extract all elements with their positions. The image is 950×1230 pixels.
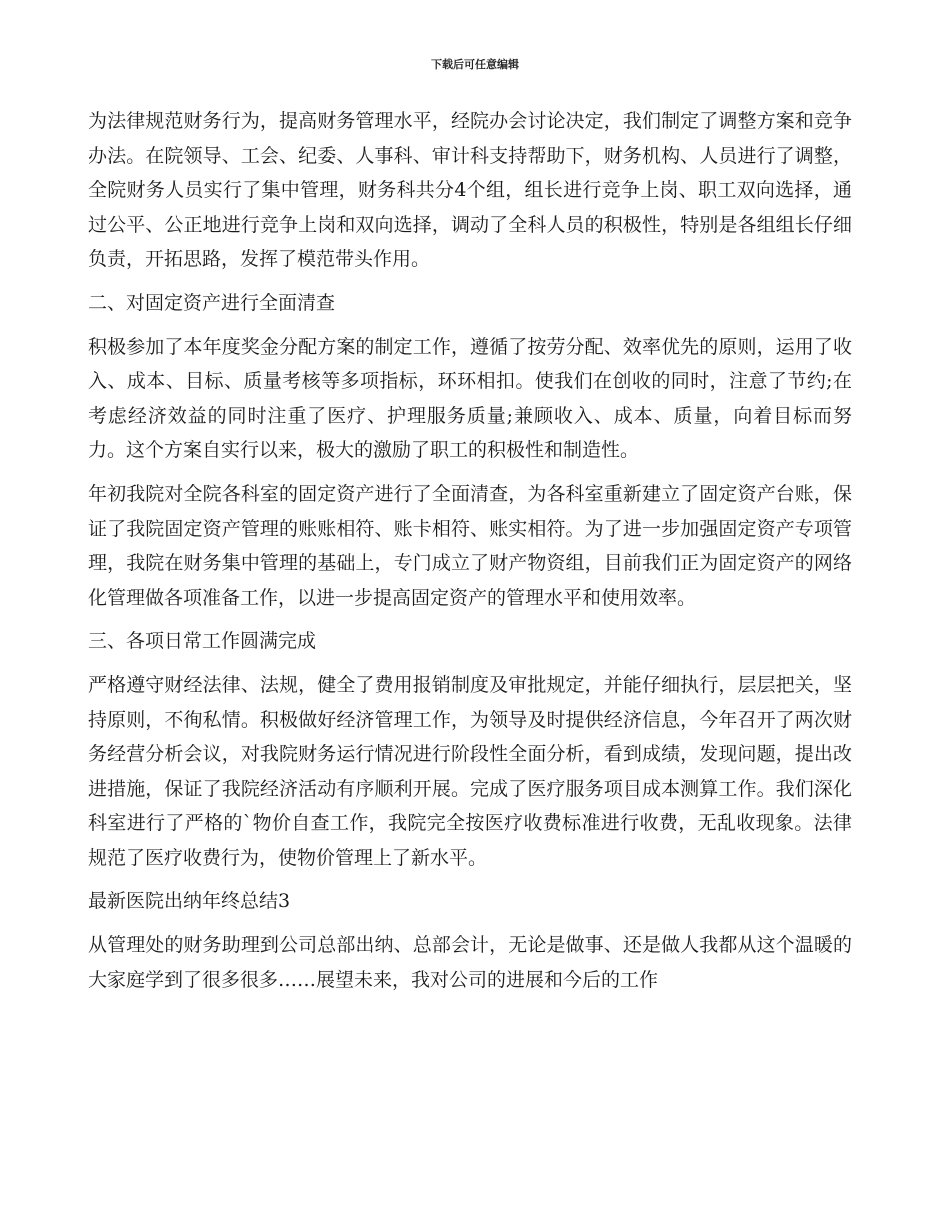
paragraph-3: 年初我院对全院各科室的固定资产进行了全面清查，为各科室重新建立了固定资产台账，保证了我院固定资产管理的账账相符、账卡相符、账实相符。为了进一步加强固定资产专项管理，我院在财务集中管理的基础上，专门成立了财产物资组，目前我们正为固定资产的网络化管理做各项准备工作，以进一步提高固定资产的管理水平和使用效率。 (88, 482, 852, 609)
document-body (88, 104, 852, 1006)
page-header: 下载后可任意编辑 (431, 58, 519, 71)
section-heading-3: 三、各项日常工作圆满完成 (88, 630, 317, 653)
paragraph-2: 积极参加了本年度奖金分配方案的制定工作，遵循了按劳分配、效率优先的原则，运用了收入、成本、目标、质量考核等多项指标，环环相扣。使我们在创收的同时，注意了节约;在考虑经济效益的同时注重了医疗、护理服务质量;兼顾收入、成本、质量，向着目标而努力。这个方案自实行以来，极大的激励了职工的积极性和制造性。 (88, 335, 852, 462)
article-title: 最新医院出纳年终总结3 (88, 890, 291, 913)
paragraph-5: 从管理处的财务助理到公司总部出纳、总部会计，无论是做事、还是做人我都从这个温暖的大家庭学到了很多很多……展望未来，我对公司的进展和今后的工作 (88, 934, 852, 991)
paragraph-4: 严格遵守财经法律、法规，健全了费用报销制度及审批规定，并能仔细执行，层层把关，坚持原则，不徇私情。积极做好经济管理工作，为领导及时提供经济信息，今年召开了两次财务经营分析会议，对我院财务运行情况进行阶段性全面分析，看到成绩，发现问题，提出改进措施，保证了我院经济活动有序顺利开展。完成了医疗服务项目成本测算工作。我们深化科室进行了严格的`物价自查工作，我院完全按医疗收费标准进行收费，无乱收现象。法律规范了医疗收费行为，使物价管理上了新水平。 (88, 673, 852, 869)
section-heading-2: 二、对固定资产进行全面清查 (88, 291, 336, 314)
paragraph-1: 为法律规范财务行为，提高财务管理水平，经院办会讨论决定，我们制定了调整方案和竞争办法。在院领导、工会、纪委、人事科、审计科支持帮助下，财务机构、人员进行了调整，全院财务人员实行了集中管理，财务科共分4个组，组长进行竞争上岗、职工双向选择，通过公平、公正地进行竞争上岗和双向选择，调动了全科人员的积极性，特别是各组组长仔细负责，开拓思路，发挥了模范带头作用。 (88, 110, 852, 271)
